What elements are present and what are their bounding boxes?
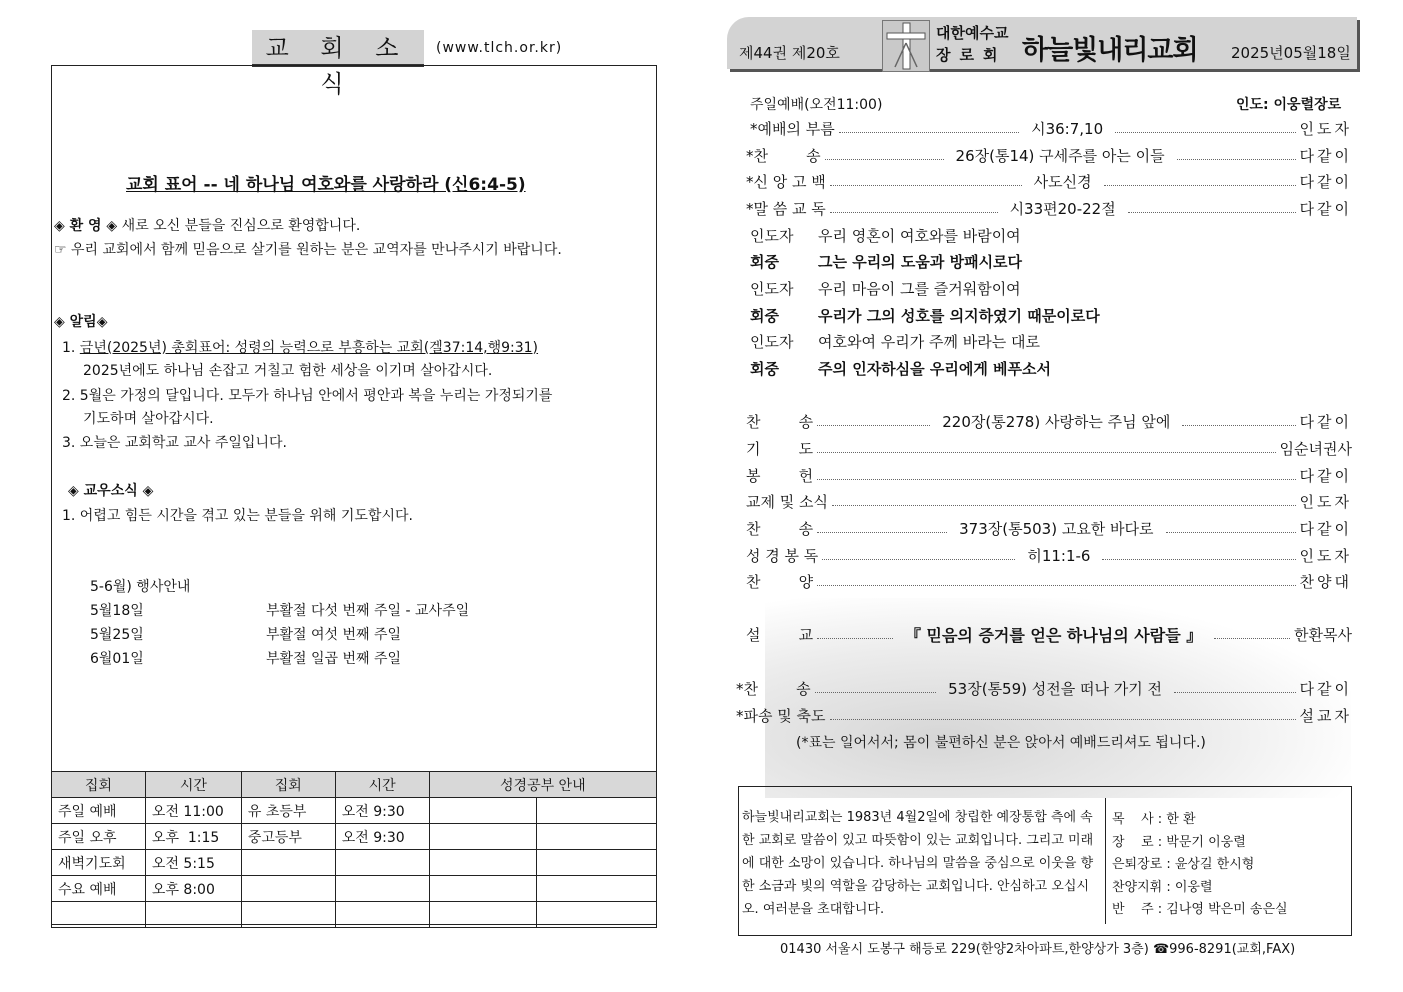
table-cell [145, 902, 241, 928]
staff-line: 반 주 : 김나영 박은미 송은실 [1112, 902, 1288, 917]
table-cell: 오후 1:15 [145, 824, 241, 850]
responsive-role: 회중 [750, 307, 779, 325]
order-label: *말 씀 교 독 [746, 199, 826, 218]
table-cell: 오전 9:30 [335, 824, 429, 850]
table-cell [537, 876, 657, 902]
table-row [52, 902, 657, 928]
order-who: 다같이 [1299, 519, 1352, 538]
order-item [740, 570, 1352, 592]
order-item [740, 517, 1352, 539]
order-label: *파송 및 축도 [736, 706, 826, 725]
denomination-line2: 장로회 [936, 46, 1007, 64]
welcome-text: 새로 오신 분들을 진심으로 환영합니다. [121, 218, 361, 234]
table-cell [537, 850, 657, 876]
church-motto: 교회 표어 -- 네 하나님 여호와를 사랑하라 (신6:4-5) [126, 175, 526, 195]
order-item [740, 117, 1352, 139]
responsive-line [750, 358, 1051, 379]
table-cell: 오전 11:00 [145, 798, 241, 824]
order-item [740, 410, 1352, 432]
order-item [740, 464, 1352, 486]
notice-1-text: 금년(2025년) 총회표어: 성령의 능력으로 부흥하는 교회(겔37:14,행9:31) [79, 340, 539, 356]
order-item [736, 677, 1352, 699]
table-cell: 오전 9:30 [335, 798, 429, 824]
cross-logo-icon [882, 20, 930, 72]
order-who: 인도자 [1299, 492, 1352, 511]
table-cell: 오후 8:00 [145, 876, 241, 902]
order-who: 설교자 [1299, 706, 1352, 725]
order-label: 찬 송 [746, 412, 814, 431]
notice-1-number: 1. [62, 340, 80, 356]
event-desc: 부활절 여섯 번째 주일 [266, 627, 402, 643]
event-desc: 부활절 일곱 번째 주일 [266, 651, 402, 667]
responsive-text: 주의 인자하심을 우리에게 베푸소서 [818, 360, 1052, 378]
events-heading: 5-6월) 행사안내 [90, 579, 191, 595]
responsive-text: 우리가 그의 성호를 의지하였기 때문이로다 [818, 307, 1100, 325]
bulletin-date: 2025년05월18일 [1231, 44, 1351, 62]
cross-icon [883, 21, 929, 71]
table-cell [537, 798, 657, 824]
responsive-text: 우리 마음이 그를 즐거워함이여 [818, 280, 1021, 298]
staff-line: 찬양지휘 : 이웅렬 [1112, 880, 1213, 895]
order-who: 다같이 [1299, 172, 1352, 191]
table-cell [52, 902, 146, 928]
order-who: 다같이 [1299, 679, 1352, 698]
member-news-heading: ◈ 교우소식 ◈ [68, 483, 154, 499]
order-text: 시36:7,10 [1031, 119, 1104, 138]
order-label: *찬 송 [736, 679, 811, 698]
order-text: 히11:1-6 [1027, 546, 1091, 565]
order-text: 시33편20-22절 [1009, 199, 1116, 218]
responsive-role: 인도자 [750, 280, 794, 298]
order-who: 인도자 [1299, 119, 1353, 138]
order-item [740, 490, 1352, 512]
table-cell [241, 850, 335, 876]
table-cell [429, 876, 537, 902]
staff-line: 장 로 : 박문기 이웅렬 [1112, 835, 1246, 850]
church-url: (www.tlch.or.kr) [436, 40, 563, 56]
table-cell: 주일 오후 [52, 824, 146, 850]
standing-note: (*표는 일어서서; 몸이 불편하신 분은 앉아서 예배드리셔도 됩니다.) [796, 735, 1206, 751]
order-label: 봉 헌 [746, 466, 814, 485]
info-divider [1105, 798, 1106, 924]
church-introduction: 하늘빛내리교회는 1983년 4월2일에 창립한 예장통합 측에 속한 교회로 말씀이 있고 따뜻함이 있는 교회입니다. 그리고 미래에 대한 소망이 있습니다. 하나님의 말씀을 중심으로 이웃을 향한 소금과 빛의 역할을 감당하는 교회입니다. 안심하고 오십시오. 여러분을 초대합니다. [742, 810, 1094, 917]
order-text: 220장(통278) 사랑하는 주님 앞에 [942, 412, 1171, 431]
order-text: 373장(통503) 고요한 바다로 [959, 519, 1154, 538]
table-header: 시간 [145, 772, 241, 798]
responsive-line [750, 278, 1021, 299]
notice-2-cont: 기도하며 살아갑시다. [83, 411, 214, 427]
responsive-role: 인도자 [750, 333, 794, 351]
notice-2: 2. 5월은 가정의 달입니다. 모두가 하나님 안에서 평안과 복을 누리는 가정되기를 [62, 388, 553, 404]
table-cell [335, 850, 429, 876]
table-row [52, 824, 657, 850]
table-cell: 주일 예배 [52, 798, 146, 824]
sermon-title: 『 믿음의 증거를 얻은 하나님의 사람들 』 [904, 625, 1203, 645]
responsive-role: 회중 [750, 360, 779, 378]
volume-number: 제44권 제20호 [739, 44, 840, 62]
responsive-text: 그는 우리의 도움과 방패시로다 [818, 253, 1023, 271]
table-header: 성경공부 안내 [429, 772, 656, 798]
order-who: 인도자 [1299, 546, 1353, 565]
order-label: 기 도 [746, 439, 814, 458]
event-date: 6월01일 [90, 651, 144, 667]
staff-line: 은퇴장로 : 윤상길 한시형 [1112, 857, 1255, 872]
denomination-line1: 대한예수교 [936, 24, 1009, 42]
order-item [740, 197, 1352, 219]
order-who: 다같이 [1299, 412, 1352, 431]
table-cell: 수요 예배 [52, 876, 146, 902]
table-cell [537, 902, 657, 928]
table-cell [429, 902, 537, 928]
order-who: 다같이 [1299, 199, 1352, 218]
welcome-section [54, 215, 360, 235]
order-who: 찬양대 [1299, 572, 1352, 591]
order-label: 교제 및 소식 [746, 492, 828, 511]
order-label: *예배의 부름 [750, 119, 835, 138]
sermon-preacher: 한환목사 [1294, 625, 1353, 644]
event-date: 5월25일 [90, 627, 144, 643]
welcome-heading: ◈ 환 영 ◈ [54, 218, 118, 234]
order-who: 임순녀권사 [1279, 439, 1352, 458]
table-cell [335, 902, 429, 928]
order-who: 다같이 [1299, 146, 1353, 165]
sermon-item [740, 623, 1352, 645]
table-header-row [52, 772, 657, 798]
church-address: 01430 서울시 도봉구 해등로 229(한양2차아파트,한양상가 3층) ☎996-8291(교회,FAX) [780, 942, 1296, 957]
order-item [736, 704, 1352, 726]
order-text: 53장(통59) 성전을 떠나 가기 전 [948, 679, 1162, 698]
responsive-line [750, 251, 1022, 272]
staff-line: 목 사 : 한 환 [1112, 812, 1196, 827]
order-who: 다같이 [1299, 466, 1352, 485]
table-header: 집회 [241, 772, 335, 798]
responsive-text: 여호와여 우리가 주께 바라는 대로 [818, 333, 1040, 351]
responsive-role: 회중 [750, 253, 779, 271]
responsive-line [750, 305, 1100, 326]
table-row [52, 850, 657, 876]
table-row [52, 798, 657, 824]
order-item [740, 170, 1352, 192]
table-row [52, 876, 657, 902]
order-label: *신 앙 고 백 [746, 172, 826, 191]
order-text: 26장(통14) 구세주를 아는 이들 [955, 146, 1165, 165]
notice-1-cont: 2025년에도 하나님 손잡고 거칠고 험한 세상을 이기며 살아갑시다. [83, 363, 493, 379]
order-label: 찬 양 [746, 572, 814, 591]
table-cell: 유 초등부 [241, 798, 335, 824]
church-name: 하늘빛내리교회 [1022, 35, 1198, 66]
notice-3: 3. 오늘은 교회학교 교사 주일입니다. [62, 435, 287, 451]
table-cell [429, 798, 537, 824]
responsive-role: 인도자 [750, 227, 794, 245]
service-title: 주일예배(오전11:00) [750, 97, 883, 113]
order-text: 사도신경 [1033, 172, 1092, 191]
order-label: 성 경 봉 독 [746, 546, 819, 565]
table-cell: 새벽기도회 [52, 850, 146, 876]
table-cell [241, 902, 335, 928]
order-label: *찬 송 [746, 146, 821, 165]
member-news-1: 1. 어렵고 힘든 시간을 겪고 있는 분들을 위해 기도합시다. [62, 508, 413, 524]
table-cell: 오전 5:15 [145, 850, 241, 876]
order-label: 찬 송 [746, 519, 814, 538]
order-item [740, 544, 1352, 566]
event-date: 5월18일 [90, 603, 144, 619]
sermon-label: 설 교 [746, 625, 814, 644]
notice-heading: ◈ 알림◈ [54, 314, 108, 330]
order-item [740, 437, 1352, 459]
table-cell [429, 824, 537, 850]
notice-1 [62, 337, 538, 357]
table-cell [537, 824, 657, 850]
order-item [740, 144, 1352, 166]
responsive-text: 우리 영혼이 여호와를 바람이여 [818, 227, 1021, 245]
meeting-table [51, 771, 657, 928]
table-header: 집회 [52, 772, 146, 798]
service-leader: 인도: 이웅렬장로 [1236, 97, 1342, 113]
event-desc: 부활절 다섯 번째 주일 - 교사주일 [266, 603, 470, 619]
responsive-line [750, 331, 1040, 352]
table-cell [429, 850, 537, 876]
responsive-line [750, 225, 1021, 246]
table-cell [335, 876, 429, 902]
table-cell [241, 876, 335, 902]
table-cell: 중고등부 [241, 824, 335, 850]
table-header: 시간 [335, 772, 429, 798]
news-title: 교 회 소 식 [252, 30, 424, 67]
welcome-note: ☞ 우리 교회에서 함께 믿음으로 살기를 원하는 분은 교역자를 만나주시기 바랍니다. [54, 242, 562, 258]
